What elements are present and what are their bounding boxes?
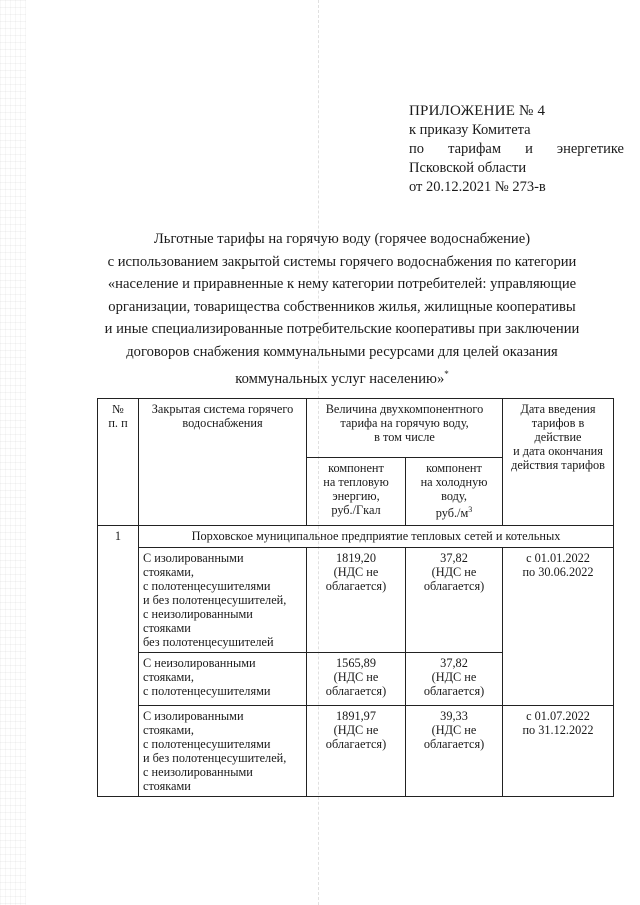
row-description: С неизолированными стояками, с полотенцесушителями — [139, 653, 307, 706]
appendix-line-region: Псковской области — [409, 160, 527, 176]
tariff-table — [97, 398, 614, 797]
title-line: договоров снабжения коммунальными ресурсами для целей оказания — [126, 343, 558, 360]
appendix-line-order: к приказу Комитета — [409, 122, 531, 138]
header-tariff: Величина двухкомпонентного тарифа на горячую воду, в том числе — [307, 399, 503, 458]
header-cold-component: компонент на холодную воду, $руб./м^3$ — [406, 458, 503, 526]
scan-edge-artifact — [0, 0, 26, 905]
title-line: организации, товарищества собственников жилья, жилищные кооперативы — [108, 298, 576, 315]
title-line: «население и приравненные к нему категории потребителей: управляющие — [107, 276, 577, 292]
cold-value: 37,82 (НДС не облагается) — [406, 548, 503, 653]
heat-value: 1565,89 (НДС не облагается) — [307, 653, 406, 706]
appendix-line-committee — [409, 140, 624, 159]
heat-value: 1891,97 (НДС не облагается) — [307, 706, 406, 797]
table-row — [98, 526, 614, 548]
header-number: № п. п — [98, 399, 139, 526]
validity-dates: с 01.01.2022 по 30.06.2022 — [503, 548, 614, 706]
table-header-row — [98, 399, 614, 458]
table-row — [98, 548, 614, 653]
appendix-word: и — [525, 141, 533, 157]
title-line: Льготные тарифы на горячую воду (горячее водоснабжение) — [153, 231, 531, 247]
title-line: с использованием закрытой системы горячего водоснабжения по категории — [107, 253, 577, 270]
validity-dates: с 01.07.2022 по 31.12.2022 — [503, 706, 614, 797]
appendix-word: по — [409, 141, 425, 157]
appendix-word: тарифам — [448, 141, 502, 157]
section-name: Порховское муниципальное предприятие тепловых сетей и котельных — [139, 526, 614, 548]
title-line: коммунальных услуг населению» — [235, 371, 445, 387]
footnote-mark: * — [444, 369, 449, 379]
section-number: 1 — [98, 526, 139, 797]
table-row — [98, 706, 614, 797]
row-description: С изолированными стояками, с полотенцесушителями и без полотенцесушителей, с неизолированными стояками без полотенцесушителей — [139, 548, 307, 653]
appendix-header — [409, 102, 624, 197]
header-heat-component: компонент на тепловую энергию, руб./Гкал — [307, 458, 406, 526]
row-description: С изолированными стояками, с полотенцесушителями и без полотенцесушителей, с неизолированными стояками — [139, 706, 307, 797]
title-line-last — [92, 363, 592, 391]
appendix-title: ПРИЛОЖЕНИЕ № 4 — [409, 103, 546, 119]
title-line: и иные специализированные потребительские кооперативы при заключении — [104, 321, 580, 337]
header-system: Закрытая система горячего водоснабжения — [139, 399, 307, 526]
appendix-word: энергетике — [556, 141, 624, 157]
document-title — [92, 228, 592, 391]
heat-value: 1819,20 (НДС не облагается) — [307, 548, 406, 653]
cold-value: 37,82 (НДС не облагается) — [406, 653, 503, 706]
appendix-line-date: от 20.12.2021 № 273-в — [409, 179, 546, 195]
cold-value: 39,33 (НДС не облагается) — [406, 706, 503, 797]
header-dates: Дата введения тарифов в действие и дата окончания действия тарифов — [503, 399, 614, 526]
